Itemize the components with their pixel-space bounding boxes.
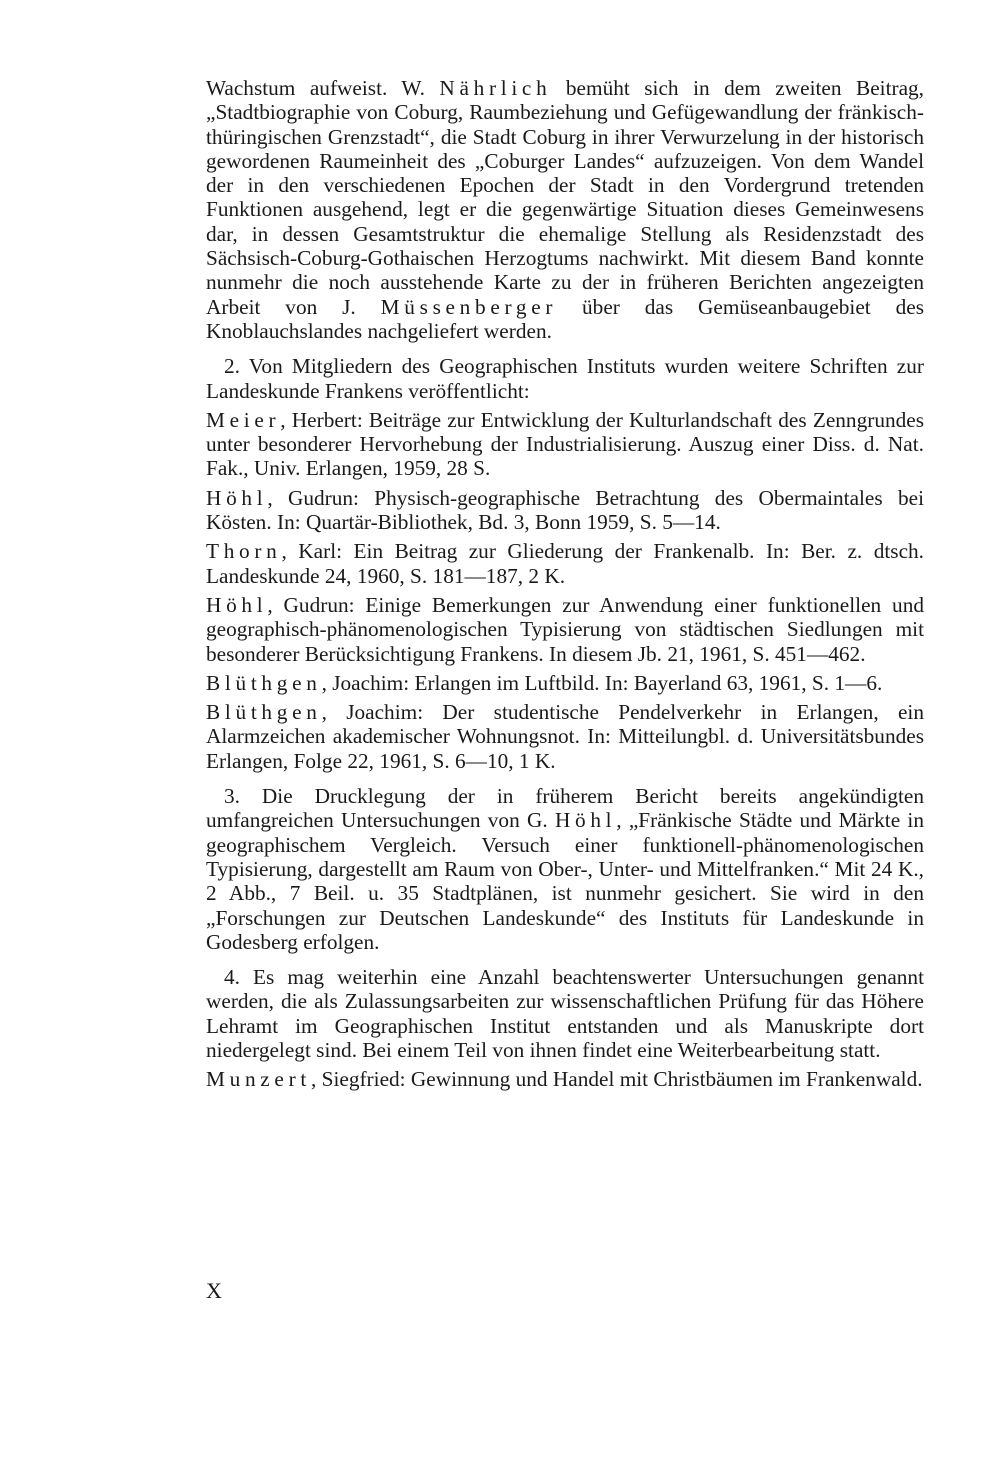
reference-author: Meier <box>206 407 281 432</box>
text-segment: Wachstum aufweist. W. <box>206 76 440 100</box>
reference-entry <box>206 671 924 695</box>
text-segment: 3. Die Drucklegung der in früherem Bericht bereits angekündigten umfangreichen Untersuchungen von G. <box>206 784 924 833</box>
reference-author: Thorn <box>206 539 282 564</box>
reference-text: , Gudrun: Physisch-geographische Betrachtung des Obermaintales bei Kösten. In: Quartär-Bibliothek, Bd. 3, Bonn 1959, S. 5—14. <box>206 485 924 535</box>
reference-entry <box>206 1067 924 1091</box>
page-number: X <box>206 1278 222 1303</box>
paragraph-publications-intro: 2. Von Mitgliedern des Geographischen Instituts wurden weitere Schriften zur Landeskunde Frankens veröffentlicht: <box>206 354 924 403</box>
reference-entry <box>206 539 924 588</box>
author-name: Höhl <box>554 808 617 833</box>
page-body <box>206 76 924 1092</box>
reference-text: , Herbert: Beiträge zur Entwicklung der Kulturlandschaft des Zenngrundes unter besonderer Hervorhebung der Industrialisierung. Auszug einer Diss. d. Nat. Fak., Univ. Erlangen, 1959, 28 S. <box>206 407 924 481</box>
reference-author: Munzert <box>206 1067 311 1092</box>
paragraph-coburg <box>206 76 924 343</box>
reference-author: Blüthgen <box>206 700 322 725</box>
reference-entry <box>206 593 924 666</box>
author-name: Nährlich <box>439 76 552 100</box>
reference-author: Höhl <box>206 485 268 510</box>
paragraph-printing <box>206 784 924 954</box>
reference-author: Höhl <box>206 592 268 617</box>
reference-text: , Joachim: Erlangen im Luftbild. In: Bayerland 63, 1961, S. 1—6. <box>321 670 883 695</box>
reference-author: Blüthgen <box>206 670 322 695</box>
reference-text: , Joachim: Der studentische Pendelverkehr in Erlangen, ein Alarmzeichen akademischer Wohnungsnot. In: Mitteilungbl. d. Universitätsbundes Erlangen, Folge 22, 1961, S. 6—10, 1 K. <box>206 700 924 773</box>
reference-text: , Gudrun: Einige Bemerkungen zur Anwendung einer funktionellen und geographisch-phänomenologischen Typisierung von städtischen Siedlungen mit besonderer Berücksichtigung Frankens. In diesem Jb. 21, 1961, S. 451—462. <box>206 592 924 666</box>
reference-text: , Karl: Ein Beitrag zur Gliederung der Frankenalb. In: Ber. z. dtsch. Landeskunde 24, 1960, S. 181—187, 2 K. <box>206 539 924 588</box>
text-segment: bemüht sich in dem zweiten Beitrag, „Stadtbiographie von Coburg, Raumbeziehung und Gefügewandlung der fränkisch-thüringischen Grenzstadt“, die Stadt Coburg in ihrer Verwurzelung in der historisch gewordenen Raumeinheit des „Coburger Landes“ aufzuzeigen. Von dem Wandel der in den verschiedenen Epochen der Stadt in den Vordergrund tretenden Funktionen ausgehend, legt er die gegenwärtige Situation dieses Gemeinwesens dar, in dessen Gesamtstruktur die ehemalige Stellung als Residenzstadt des Sächsisch-Coburg-Gothaischen Herzogtums nachwirkt. Mit diesem Band konnte nunmehr die noch ausstehende Karte zu der in früheren Berichten angezeigten Arbeit von J. <box>206 76 924 319</box>
reference-entry <box>206 700 924 773</box>
text-segment: , „Fränkische Städte und Märkte in geographischem Vergleich. Versuch einer funktionell-phänomenologischen Typisierung, dargestellt am Raum von Ober-, Unter- und Mittelfranken.“ Mit 24 K., 2 Abb., 7 Beil. u. 35 Stadtplänen, ist nunmehr gesichert. Sie wird in den „Forschungen zur Deutschen Landeskunde“ des Instituts für Landeskunde in Godesberg erfolgen. <box>206 808 924 954</box>
reference-entry <box>206 486 924 535</box>
text-segment: über das Gemüseanbaugebiet des Knoblauchslandes nachgeliefert werden. <box>206 294 924 343</box>
paragraph-manuscripts: 4. Es mag weiterhin eine Anzahl beachtenswerter Untersuchungen genannt werden, die als Zulassungsarbeiten zur wissenschaftlichen Prüfung für das Höhere Lehramt im Geographischen Institut entstanden und als Manuskripte dort niedergelegt sind. Bei einem Teil von ihnen findet eine Weiterbearbeitung statt. <box>206 965 924 1062</box>
reference-text: , Siegfried: Gewinnung und Handel mit Christbäumen im Frankenwald. <box>310 1067 923 1092</box>
reference-entry <box>206 408 924 481</box>
author-name: Müssenberger <box>380 294 558 319</box>
